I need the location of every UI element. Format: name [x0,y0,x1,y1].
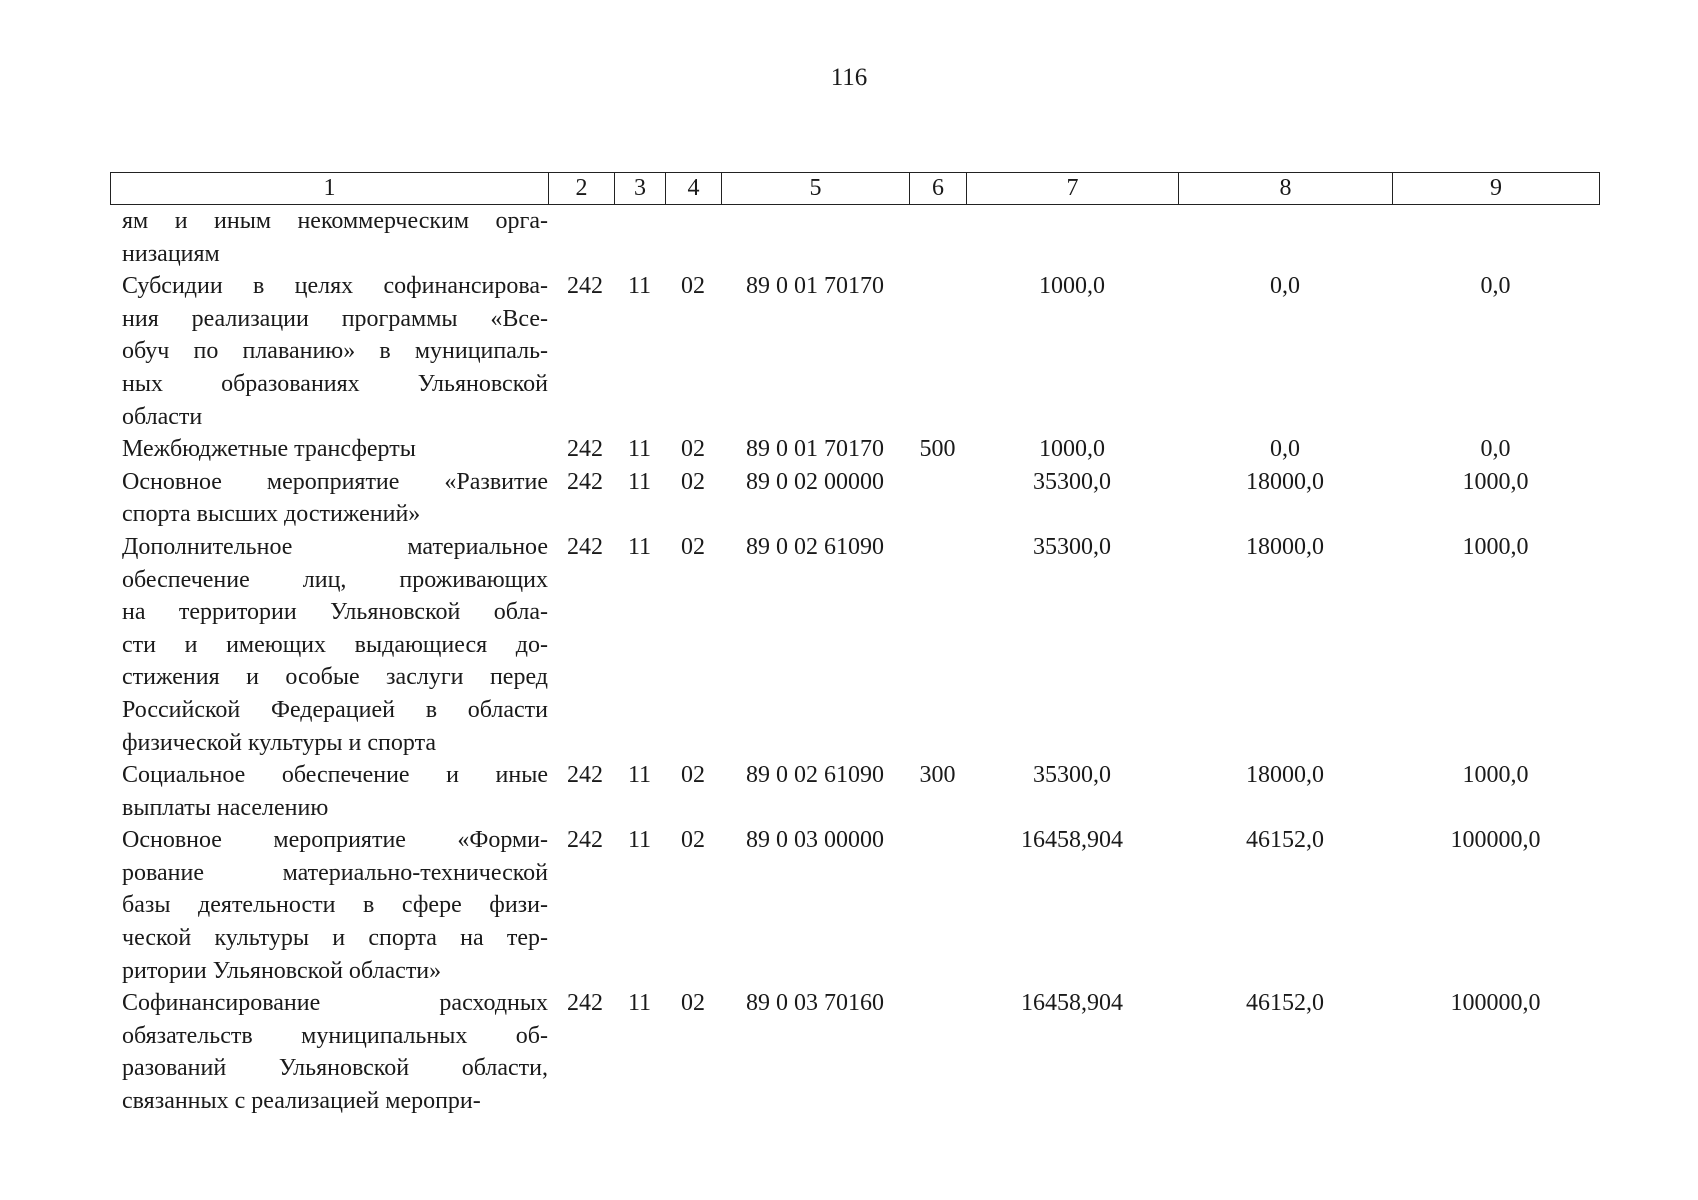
cell-admin-code: 242 [567,468,603,495]
description-line: обеспечение лиц, проживающих [122,566,548,593]
table-row [110,466,1604,531]
cell-amount-col8: 46152,0 [1246,827,1324,854]
description-line: ных образованиях Ульяновской [122,370,548,397]
table-row [110,270,1604,433]
description-line: области [122,403,203,430]
description-line: Дополнительное материальное [122,533,548,560]
cell-admin-code: 242 [567,533,603,560]
header-col-9: 9 [1393,173,1600,205]
description-line: спорта высших достижений» [122,501,421,528]
cell-section: 11 [627,436,652,463]
cell-amount-col9: 0,0 [1480,273,1511,300]
cell-subsection: 02 [681,762,705,789]
description-line: Субсидии в целях софинансирова- [122,273,548,300]
table-row [110,987,1604,1117]
header-col-4: 4 [666,173,722,205]
cell-admin-code: 242 [567,990,603,1017]
description-line: ям и иным некоммерческим орга- [122,208,548,234]
description-line: рование материально-технической [122,859,548,886]
cell-subsection: 02 [681,273,705,300]
cell-amount-col9: 1000,0 [1462,533,1529,560]
header-col-2: 2 [549,173,615,205]
cell-admin-code: 242 [567,762,603,789]
description-line: ритории Ульяновской области» [122,957,442,984]
cell-admin-code: 242 [567,436,603,463]
cell-amount-col7: 1000,0 [1039,273,1105,300]
cell-section: 11 [627,468,652,495]
cell-target-article: 89 0 01 70170 [746,436,884,463]
table-row [110,759,1604,824]
table-body [110,205,1604,1118]
cell-subsection: 02 [681,533,705,560]
row-description [110,205,548,270]
cell-amount-col7: 16458,904 [1021,990,1123,1017]
cell-expense-type: 500 [919,436,956,463]
header-col-8: 8 [1179,173,1393,205]
description-line: на территории Ульяновской обла- [122,599,548,626]
row-description [110,433,548,466]
cell-section: 11 [627,273,652,300]
table-row [110,205,1604,270]
description-line: Российской Федерацией в области [122,696,548,723]
cell-section: 11 [627,762,652,789]
header-col-7: 7 [967,173,1179,205]
header-col-3: 3 [615,173,666,205]
cell-subsection: 02 [681,436,705,463]
table-row [110,433,1604,466]
table-row [110,531,1604,759]
row-description [110,466,548,531]
cell-target-article: 89 0 03 00000 [746,827,884,854]
description-line: связанных с реализацией меропри- [122,1088,481,1115]
cell-target-article: 89 0 02 61090 [746,762,884,789]
header-col-6: 6 [910,173,967,205]
cell-subsection: 02 [681,468,705,495]
cell-amount-col7: 16458,904 [1021,827,1123,854]
description-line: обуч по плаванию» в муниципаль- [122,338,548,365]
cell-amount-col7: 1000,0 [1039,436,1105,463]
cell-target-article: 89 0 03 70160 [746,990,884,1017]
description-line: низациям [122,240,220,267]
cell-section: 11 [627,827,652,854]
description-line: Социальное обеспечение и иные [122,762,548,789]
cell-amount-col8: 18000,0 [1246,468,1324,495]
cell-amount-col8: 46152,0 [1246,990,1324,1017]
header-col-5: 5 [722,173,910,205]
description-line: обязательств муниципальных об- [122,1022,548,1049]
cell-expense-type: 300 [919,762,956,789]
description-line: ческой культуры и спорта на тер- [122,925,548,952]
table-row [110,824,1604,987]
cell-amount-col8: 18000,0 [1246,762,1324,789]
header-col-1: 1 [111,173,549,205]
description-line: Межбюджетные трансферты [122,436,416,463]
cell-target-article: 89 0 02 00000 [746,468,884,495]
cell-target-article: 89 0 02 61090 [746,533,884,560]
description-line: Софинансирование расходных [122,990,548,1017]
row-description [110,987,548,1117]
cell-amount-col9: 1000,0 [1462,762,1529,789]
row-description [110,531,548,759]
cell-amount-col7: 35300,0 [1033,468,1111,495]
row-description [110,270,548,433]
cell-amount-col7: 35300,0 [1033,762,1111,789]
cell-amount-col8: 18000,0 [1246,533,1324,560]
cell-amount-col9: 100000,0 [1450,827,1541,854]
description-line: физической культуры и спорта [122,729,437,756]
cell-section: 11 [627,533,652,560]
description-line: сти и имеющих выдающиеся до- [122,631,548,658]
cell-amount-col7: 35300,0 [1033,533,1111,560]
description-line: Основное мероприятие «Развитие [122,468,548,495]
cell-admin-code: 242 [567,273,603,300]
cell-amount-col8: 0,0 [1270,273,1300,300]
cell-section: 11 [627,990,652,1017]
cell-amount-col9: 100000,0 [1450,990,1541,1017]
row-description [110,759,548,824]
description-line: выплаты населению [122,794,329,821]
description-line: Основное мероприятие «Форми- [122,827,548,854]
cell-amount-col9: 1000,0 [1462,468,1529,495]
page-number: 116 [830,64,868,91]
cell-subsection: 02 [681,827,705,854]
cell-admin-code: 242 [567,827,603,854]
row-description [110,824,548,987]
cell-target-article: 89 0 01 70170 [746,273,884,300]
cell-amount-col9: 0,0 [1480,436,1511,463]
cell-amount-col8: 0,0 [1270,436,1300,463]
table-header [110,172,1600,205]
cell-subsection: 02 [681,990,705,1017]
description-line: базы деятельности в сфере физи- [122,892,548,919]
description-line: стижения и особые заслуги перед [122,664,548,691]
description-line: ния реализации программы «Все- [122,305,548,332]
description-line: разований Ульяновской области, [122,1055,548,1082]
